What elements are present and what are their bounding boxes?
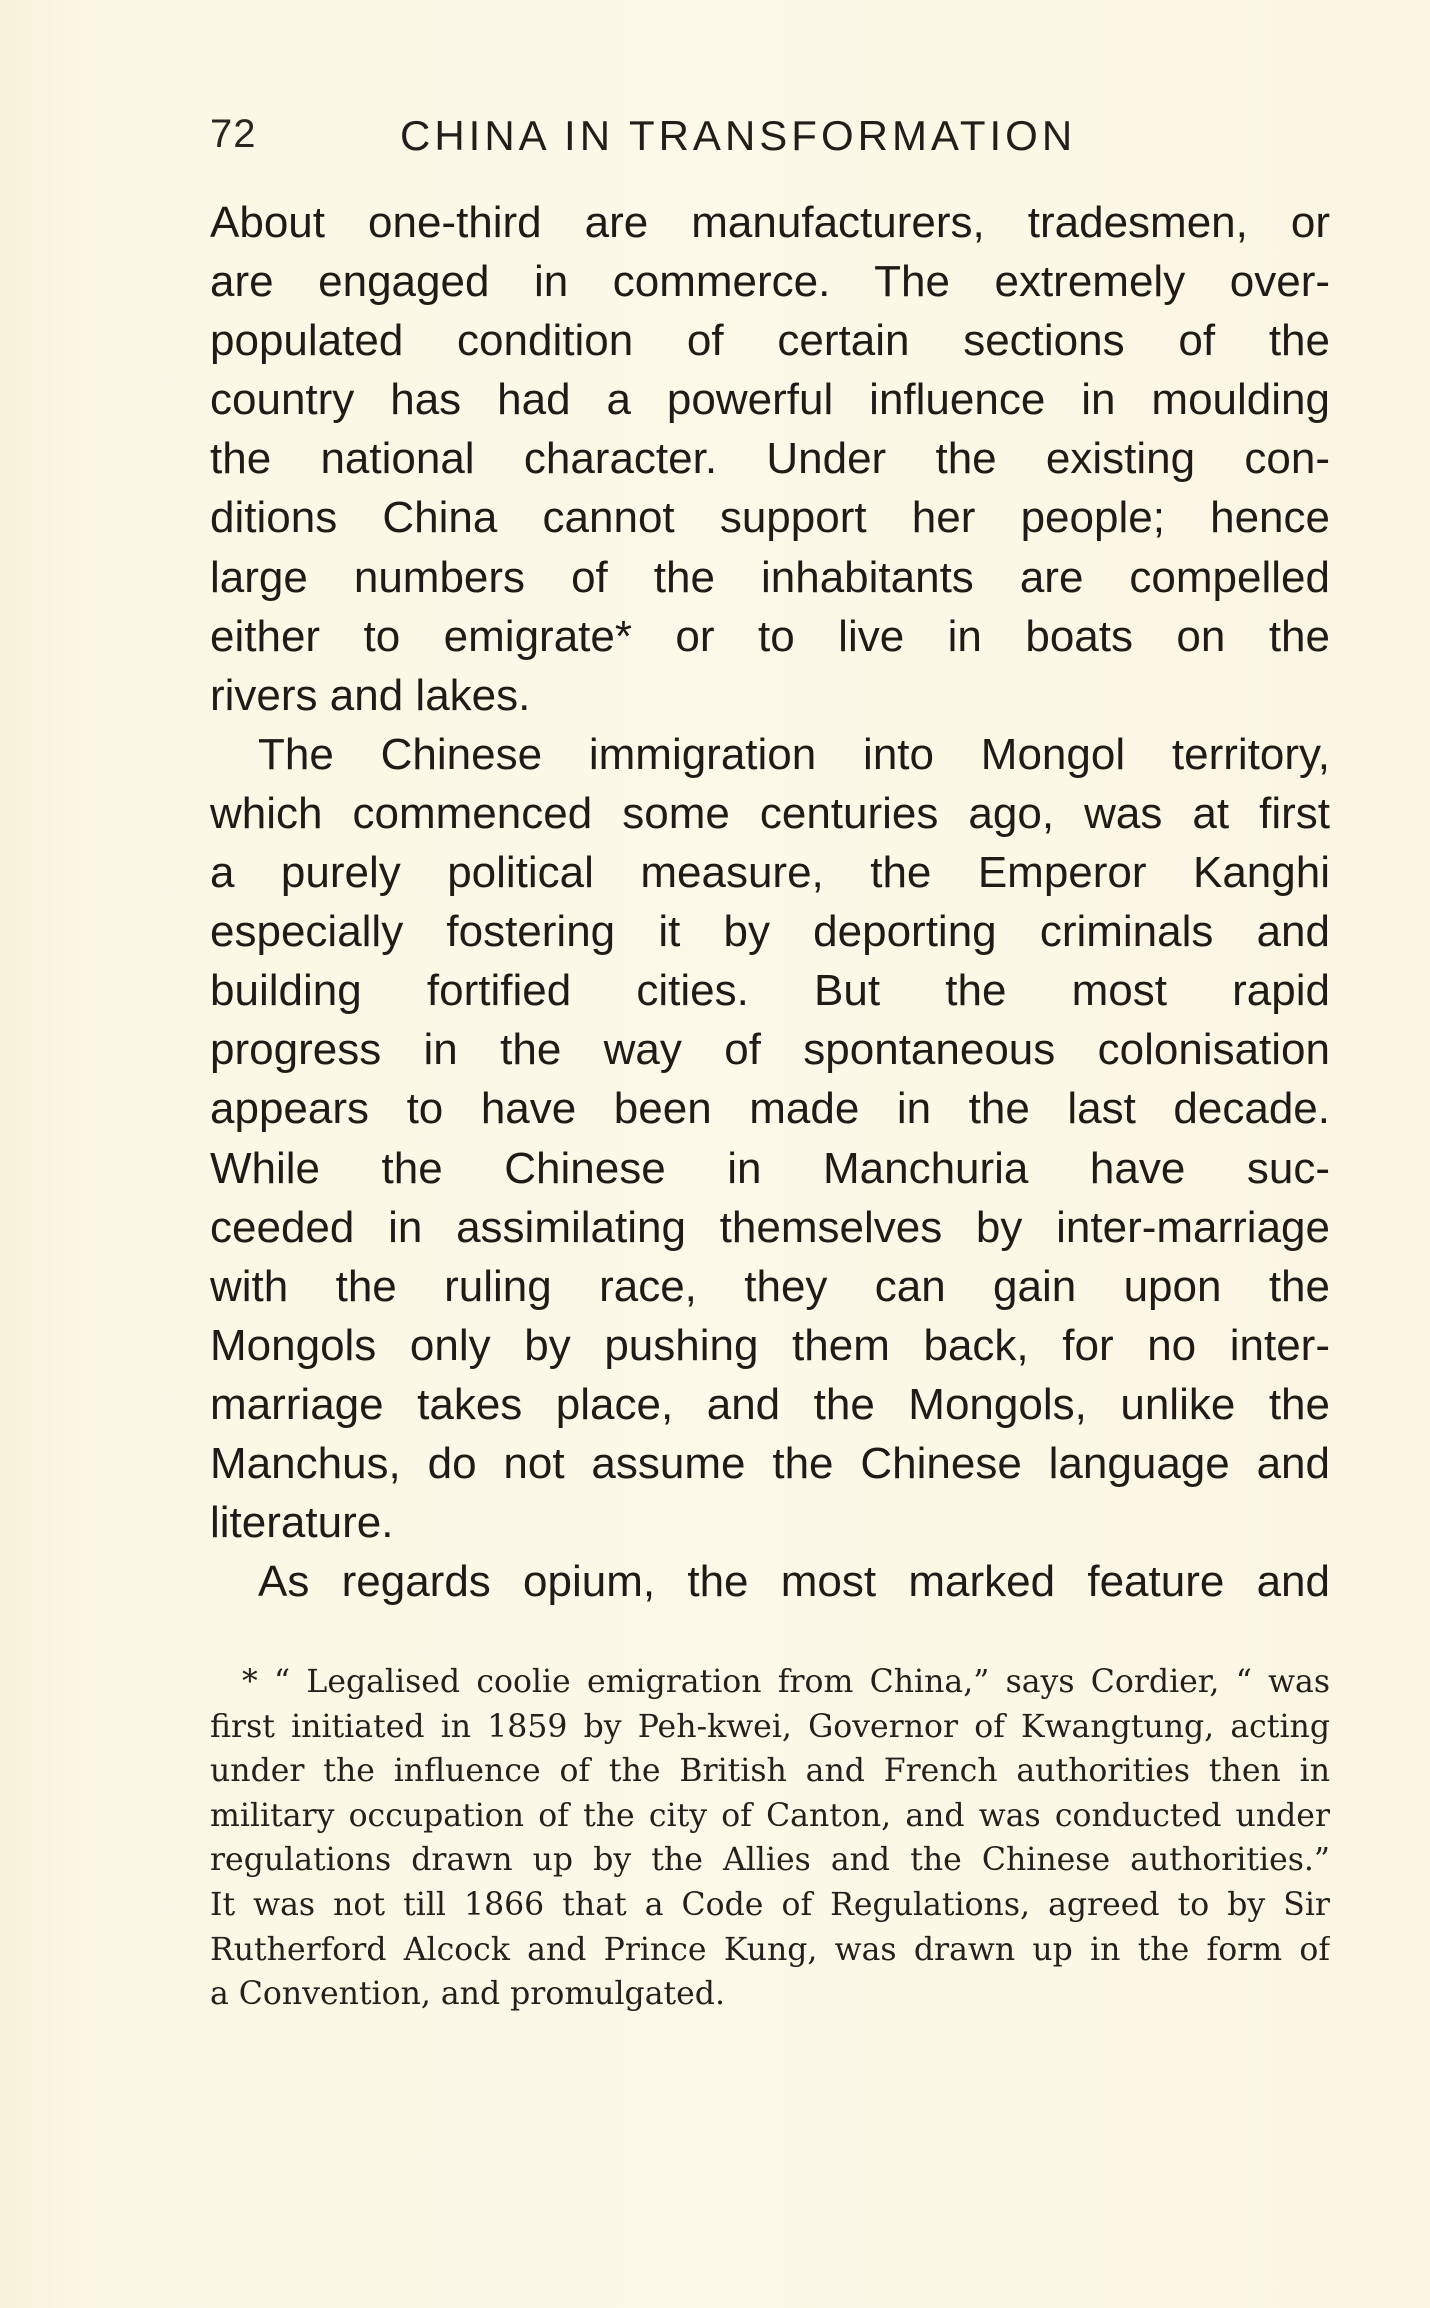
body-line: The Chinese immigration into Mongol territory,: [258, 729, 1330, 779]
body-line: either to emigrate* or to live in boats on the: [210, 611, 1330, 661]
footnote-line: regulations drawn up by the Allies and the Chinese authorities.”: [210, 1842, 1330, 1879]
body-line: populated condition of certain sections of the: [210, 316, 1330, 366]
body-line: marriage takes place, and the Mongols, unlike the: [210, 1379, 1330, 1429]
body-line: large numbers of the inhabitants are compelled: [210, 552, 1330, 602]
footnote-line: a Convention, and promulgated.: [210, 1976, 725, 2013]
footnote-line: Rutherford Alcock and Prince Kung, was drawn up in the form of: [210, 1931, 1330, 1968]
body-line: building fortified cities. But the most rapid: [210, 966, 1330, 1016]
body-line: appears to have been made in the last decade.: [210, 1084, 1330, 1134]
body-line: ditions China cannot support her people; hence: [210, 493, 1330, 543]
body-line: with the ruling race, they can gain upon the: [210, 1261, 1330, 1311]
footnote: [210, 1660, 1330, 2017]
body-line: especially fostering it by deporting criminals and: [210, 907, 1330, 957]
footnote-line: under the influence of the British and French authorities then in: [210, 1753, 1330, 1790]
page-number: 72: [210, 112, 257, 156]
body-line: About one-third are manufacturers, tradesmen, or: [210, 198, 1330, 247]
footnote-line: It was not till 1866 that a Code of Regulations, agreed to by Sir: [210, 1886, 1330, 1923]
body-line: which commenced some centuries ago, was at first: [210, 788, 1330, 838]
body-line: ceeded in assimilating themselves by inter-marriage: [210, 1202, 1330, 1252]
body-text: [210, 193, 1330, 1611]
body-line: Manchus, do not assume the Chinese language and: [210, 1438, 1330, 1488]
body-line: the national character. Under the existing con-: [210, 434, 1330, 484]
body-line: a purely political measure, the Emperor Kanghi: [210, 848, 1330, 898]
footnote-line: first initiated in 1859 by Peh-kwei, Governor of Kwangtung, acting: [210, 1708, 1330, 1745]
body-line: As regards opium, the most marked feature and: [258, 1557, 1330, 1607]
body-line: Mongols only by pushing them back, for no inter-: [210, 1320, 1330, 1370]
body-line: country has had a powerful influence in moulding: [210, 375, 1330, 425]
footnote-line: * “ Legalised coolie emigration from China,” says Cordier, “ was: [242, 1664, 1330, 1700]
footnote-line: military occupation of the city of Canton, and was conducted under: [210, 1797, 1330, 1834]
body-line: progress in the way of spontaneous colonisation: [210, 1025, 1330, 1075]
body-line: are engaged in commerce. The extremely over-: [210, 257, 1330, 307]
body-line: While the Chinese in Manchuria have suc-: [210, 1143, 1330, 1193]
running-head: CHINA IN TRANSFORMATION: [400, 112, 1077, 159]
page-header: [210, 112, 1140, 168]
body-line: rivers and lakes.: [210, 670, 531, 720]
body-line: literature.: [210, 1498, 394, 1548]
